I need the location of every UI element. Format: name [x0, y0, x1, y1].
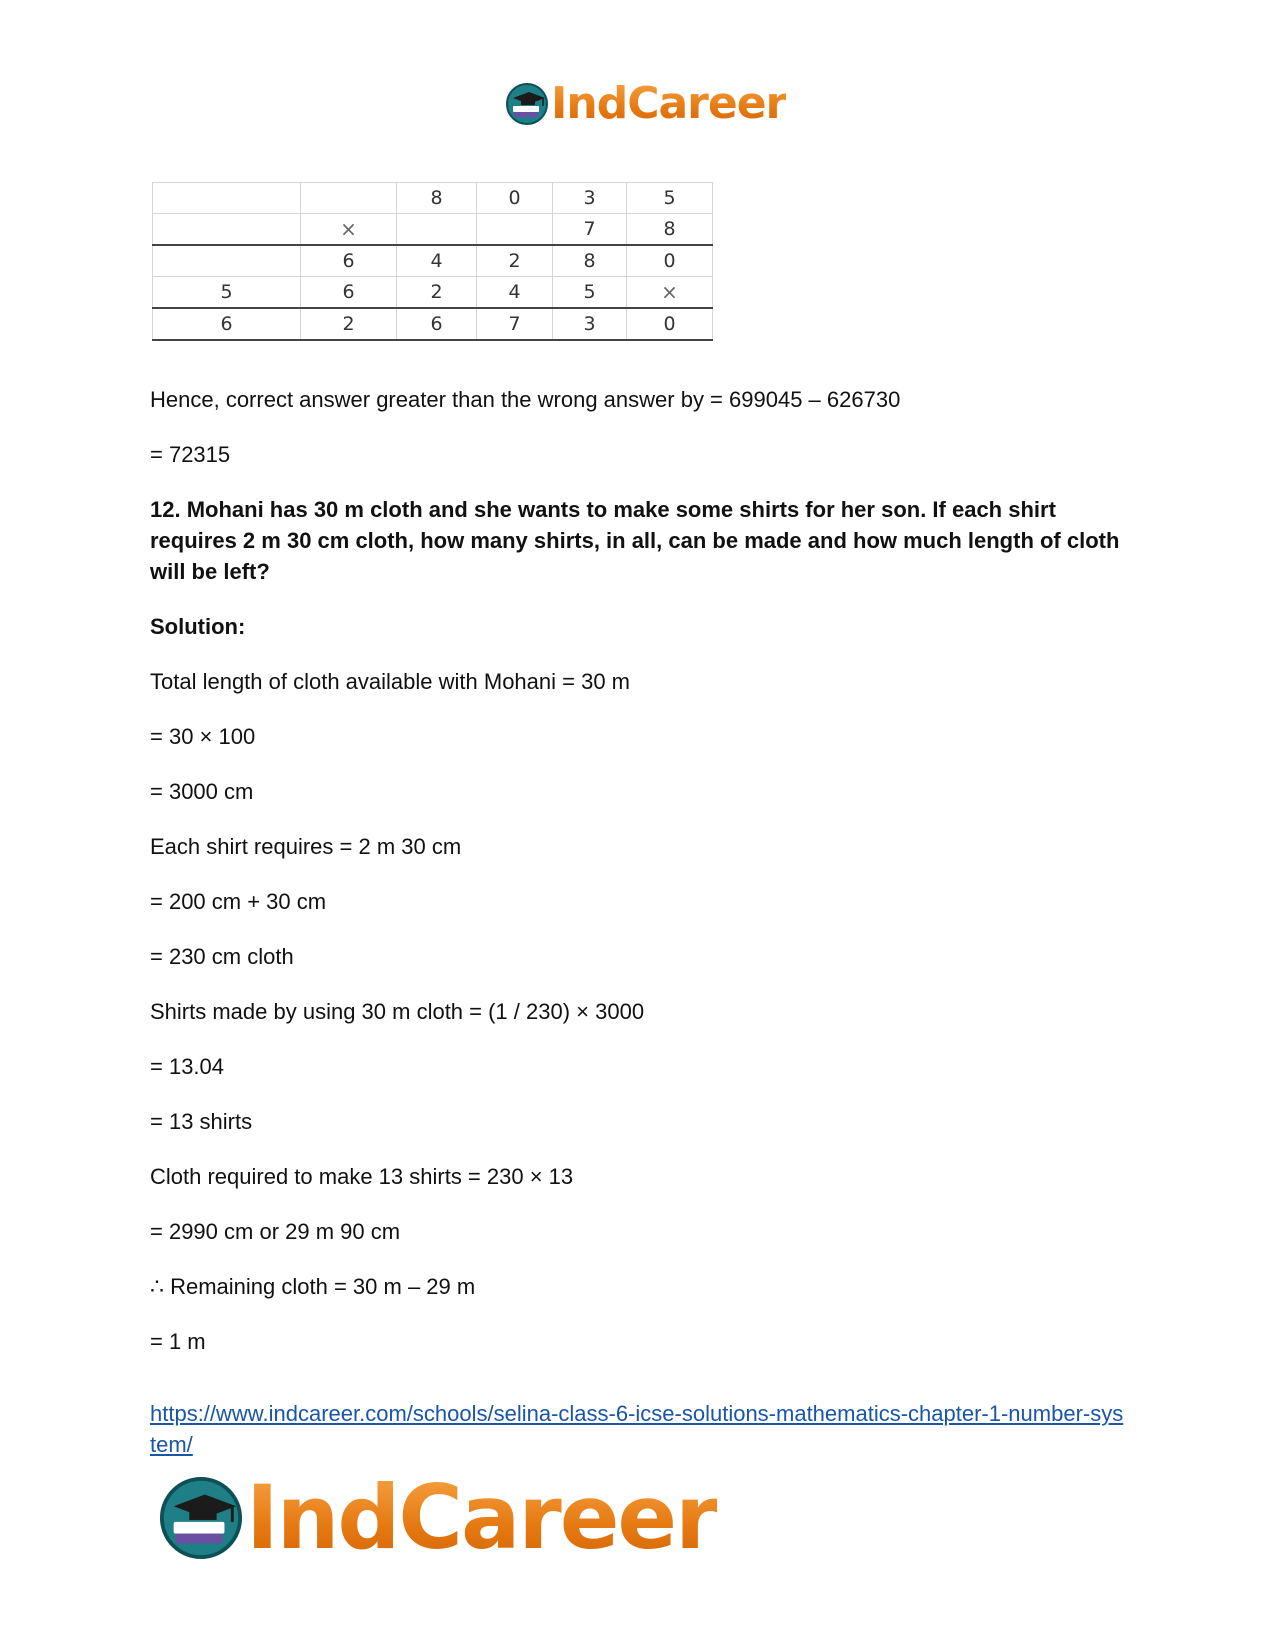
- table-cell: 5: [553, 277, 627, 309]
- table-cell: 5: [153, 277, 301, 309]
- table-cell: [153, 183, 301, 214]
- table-cell: 0: [627, 308, 713, 340]
- solution-step: = 30 × 100: [150, 724, 256, 749]
- solution-step: = 13.04: [150, 1054, 225, 1079]
- solution-step: = 13 shirts: [150, 1109, 253, 1134]
- graduation-cap-book-icon: [505, 82, 549, 126]
- table-cell: [153, 214, 301, 246]
- table-cell: [397, 214, 477, 246]
- table-cell: 0: [627, 245, 713, 277]
- table-cell: 2: [301, 308, 397, 340]
- solution-step: Each shirt requires = 2 m 30 cm: [150, 834, 462, 859]
- table-row: [153, 214, 713, 246]
- solution-step: = 2990 cm or 29 m 90 cm: [150, 1219, 401, 1244]
- multiplication-table: [152, 182, 713, 341]
- table-cell: 6: [301, 277, 397, 309]
- table-cell: [477, 214, 553, 246]
- solution-step: = 1 m: [150, 1329, 206, 1354]
- table-cell: 2: [397, 277, 477, 309]
- table-cell: 8: [397, 183, 477, 214]
- table-cell: 6: [301, 245, 397, 277]
- table-cell: 0: [477, 183, 553, 214]
- solution-step: = 230 cm cloth: [150, 944, 294, 969]
- table-cell: [301, 183, 397, 214]
- answer-difference-result: = 72315: [150, 442, 231, 467]
- logo-wordmark: IndCareer: [246, 1466, 717, 1569]
- question-12: 12. Mohani has 30 m cloth and she wants to make some shirts for her son. If each shirt requires 2 m 30 cm cloth, how many shirts, in all, can be made and how much length of cloth will be left?: [150, 497, 1120, 584]
- solution-label: Solution:: [150, 614, 246, 639]
- solution-step: Total length of cloth available with Mohani = 30 m: [150, 669, 631, 694]
- table-cell: 2: [477, 245, 553, 277]
- table-cell: 8: [627, 214, 713, 246]
- table-cell: 7: [553, 214, 627, 246]
- table-cell: 5: [627, 183, 713, 214]
- source-link[interactable]: https://www.indcareer.com/schools/selina-class-6-icse-solutions-mathematics-chapter-1-number-system/: [150, 1401, 1124, 1457]
- indcareer-logo-top: [505, 78, 786, 130]
- solution-step: = 3000 cm: [150, 779, 254, 804]
- solution-body: [150, 384, 1125, 1381]
- table-cell: 6: [397, 308, 477, 340]
- table-cell: [153, 245, 301, 277]
- logo-wordmark: IndCareer: [551, 78, 787, 129]
- table-cell: 7: [477, 308, 553, 340]
- table-cell: 3: [553, 183, 627, 214]
- table-row: [153, 308, 713, 340]
- solution-step: ∴ Remaining cloth = 30 m – 29 m: [150, 1274, 476, 1299]
- table-cell: 4: [397, 245, 477, 277]
- graduation-cap-book-icon: [158, 1475, 244, 1561]
- table-cell: 6: [153, 308, 301, 340]
- solution-step: = 200 cm + 30 cm: [150, 889, 327, 914]
- table-row: [153, 183, 713, 214]
- table-cell: 4: [477, 277, 553, 309]
- solution-step: Cloth required to make 13 shirts = 230 × 13: [150, 1164, 574, 1189]
- multiply-sign: ×: [301, 214, 397, 246]
- indcareer-logo-bottom: [158, 1468, 717, 1568]
- solution-step: Shirts made by using 30 m cloth = (1 / 230) × 3000: [150, 999, 645, 1024]
- answer-difference-line: Hence, correct answer greater than the wrong answer by = 699045 – 626730: [150, 387, 901, 412]
- multiply-sign: ×: [627, 277, 713, 309]
- table-cell: 3: [553, 308, 627, 340]
- table-row: [153, 277, 713, 309]
- table-row: [153, 245, 713, 277]
- table-cell: 8: [553, 245, 627, 277]
